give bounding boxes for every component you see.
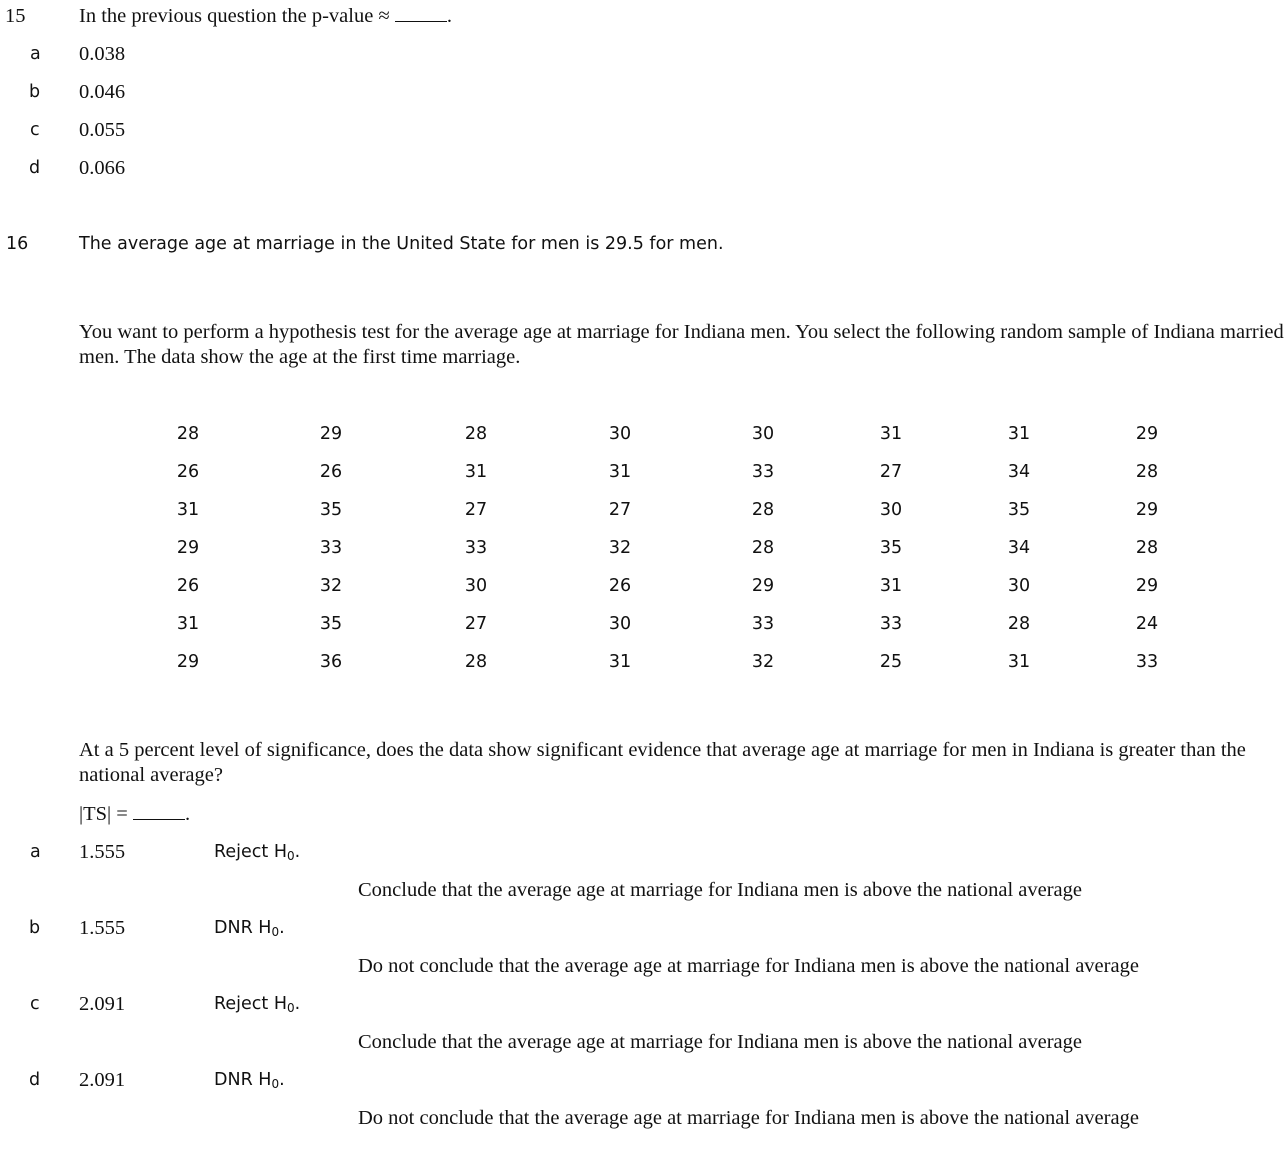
table-cell: 27 xyxy=(464,614,488,634)
q16-option-b-decision: DNR $H_0$. xyxy=(214,918,285,939)
q15-option-c-value: 0.055 xyxy=(79,119,126,141)
table-cell: 28 xyxy=(1135,538,1159,558)
table-cell: 30 xyxy=(608,424,632,444)
q16-option-b-value: 1.555 xyxy=(79,917,126,939)
q15-option-b-value: 0.046 xyxy=(79,81,126,103)
table-cell: 28 xyxy=(751,500,775,520)
table-cell: 27 xyxy=(608,500,632,520)
q15-option-d-letter: d xyxy=(29,158,41,178)
table-cell: 24 xyxy=(1135,614,1159,634)
table-cell: 33 xyxy=(464,538,488,558)
table-cell: 35 xyxy=(1007,500,1031,520)
q16-option-a-value: 1.555 xyxy=(79,841,126,863)
question-16-number: 16 xyxy=(6,234,29,254)
q15-option-a-letter: a xyxy=(30,44,41,64)
table-cell: 35 xyxy=(319,614,343,634)
table-cell: 32 xyxy=(608,538,632,558)
q16-option-d-value: 2.091 xyxy=(79,1069,126,1091)
table-cell: 31 xyxy=(608,652,632,672)
table-cell: 29 xyxy=(176,538,200,558)
table-cell: 34 xyxy=(1007,538,1031,558)
table-cell: 30 xyxy=(464,576,488,596)
table-cell: 28 xyxy=(1007,614,1031,634)
table-cell: 28 xyxy=(1135,462,1159,482)
table-cell: 31 xyxy=(176,500,200,520)
q16-option-a-conclusion: Conclude that the average age at marriage for Indiana men is above the national average xyxy=(358,879,1082,901)
table-cell: 31 xyxy=(1007,424,1031,444)
table-cell: 27 xyxy=(879,462,903,482)
table-cell: 31 xyxy=(608,462,632,482)
table-cell: 32 xyxy=(319,576,343,596)
question-16-question: At a 5 percent level of significance, does the data show significant evidence that average age at marriage for men in Indiana is greater than the national average? xyxy=(79,739,1246,786)
table-cell: 35 xyxy=(879,538,903,558)
table-cell: 33 xyxy=(751,462,775,482)
test-statistic-end: . xyxy=(184,803,191,825)
table-cell: 33 xyxy=(879,614,903,634)
table-cell: 31 xyxy=(879,424,903,444)
table-cell: 30 xyxy=(1007,576,1031,596)
q16-option-d-letter: d xyxy=(29,1070,41,1090)
table-cell: 29 xyxy=(1135,424,1159,444)
q16-option-b-letter: b xyxy=(29,918,41,938)
q16-option-a-decision: Reject $H_0$. xyxy=(214,842,301,863)
table-cell: 30 xyxy=(879,500,903,520)
table-cell: 31 xyxy=(176,614,200,634)
table-cell: 29 xyxy=(176,652,200,672)
q16-option-a-letter: a xyxy=(30,842,41,862)
table-cell: 28 xyxy=(176,424,200,444)
table-cell: 28 xyxy=(464,424,488,444)
q16-option-d-conclusion: Do not conclude that the average age at marriage for Indiana men is above the national average xyxy=(358,1107,1139,1129)
question-16-description: You want to perform a hypothesis test for the average age at marriage for Indiana men. You select the following random sample of Indiana married men. The data show the age at the first time marriage. xyxy=(79,321,1284,368)
table-cell: 36 xyxy=(319,652,343,672)
q15-option-a-value: 0.038 xyxy=(79,43,126,65)
q16-option-c-conclusion: Conclude that the average age at marriage for Indiana men is above the national average xyxy=(358,1031,1082,1053)
table-cell: 25 xyxy=(879,652,903,672)
table-cell: 31 xyxy=(879,576,903,596)
question-15-prompt-text: In the previous question the p-value ≈ xyxy=(79,5,390,27)
table-cell: 33 xyxy=(751,614,775,634)
q16-option-d-decision: DNR $H_0$. xyxy=(214,1070,285,1091)
table-cell: 32 xyxy=(751,652,775,672)
table-cell: 33 xyxy=(319,538,343,558)
q16-option-c-decision: Reject $H_0$. xyxy=(214,994,301,1015)
q16-option-c-letter: c xyxy=(30,994,40,1014)
table-cell: 28 xyxy=(464,652,488,672)
table-cell: 28 xyxy=(751,538,775,558)
table-cell: 29 xyxy=(751,576,775,596)
q15-option-d-value: 0.066 xyxy=(79,157,126,179)
table-cell: 26 xyxy=(608,576,632,596)
table-cell: 29 xyxy=(1135,576,1159,596)
test-statistic-prompt xyxy=(79,802,190,826)
table-cell: 26 xyxy=(176,462,200,482)
table-cell: 31 xyxy=(1007,652,1031,672)
answer-blank xyxy=(133,802,185,820)
table-cell: 29 xyxy=(319,424,343,444)
q15-option-b-letter: b xyxy=(29,82,41,102)
table-cell: 33 xyxy=(1135,652,1159,672)
q15-option-c-letter: c xyxy=(30,120,40,140)
question-15-prompt-end: . xyxy=(446,5,452,27)
table-cell: 30 xyxy=(608,614,632,634)
test-statistic-label: |TS| = xyxy=(79,803,128,825)
question-15-prompt xyxy=(79,4,452,28)
question-16-intro: The average age at marriage in the United State for men is 29.5 for men. xyxy=(79,234,724,254)
table-cell: 35 xyxy=(319,500,343,520)
question-15-number: 15 xyxy=(5,5,26,27)
table-cell: 26 xyxy=(319,462,343,482)
table-cell: 27 xyxy=(464,500,488,520)
q16-option-b-conclusion: Do not conclude that the average age at marriage for Indiana men is above the national average xyxy=(358,955,1139,977)
table-cell: 29 xyxy=(1135,500,1159,520)
table-cell: 31 xyxy=(464,462,488,482)
answer-blank xyxy=(395,4,447,22)
table-cell: 34 xyxy=(1007,462,1031,482)
table-cell: 30 xyxy=(751,424,775,444)
table-cell: 26 xyxy=(176,576,200,596)
q16-option-c-value: 2.091 xyxy=(79,993,126,1015)
